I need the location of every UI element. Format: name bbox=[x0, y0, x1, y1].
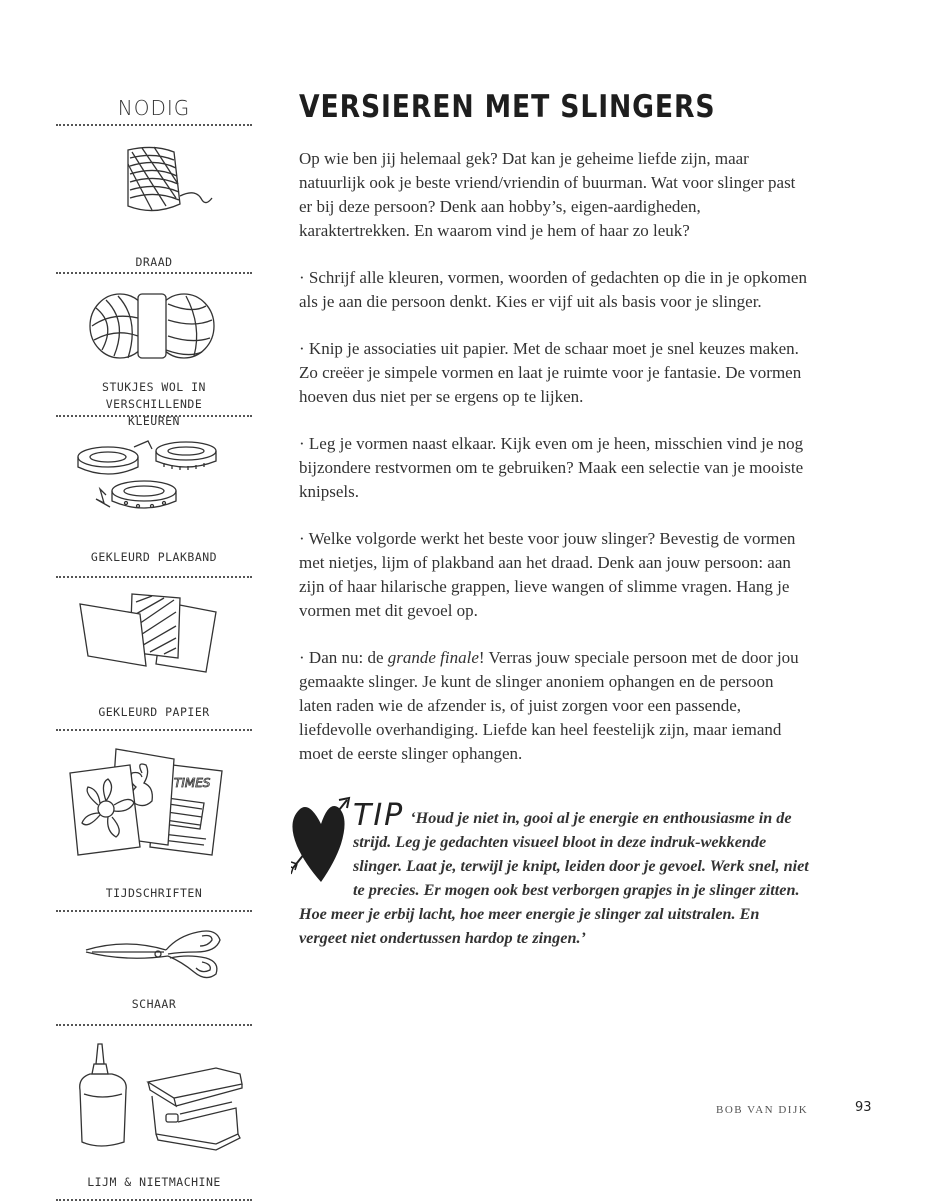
material-label: STUKJES WOL IN VERSCHILLENDE KLEUREN bbox=[102, 380, 206, 428]
divider bbox=[56, 272, 252, 274]
footer-author: BOB VAN DIJK bbox=[716, 1104, 809, 1116]
material-label: GEKLEURD PLAKBAND bbox=[90, 550, 218, 564]
material-item bbox=[56, 435, 252, 576]
divider bbox=[56, 729, 252, 731]
glue-stapler-icon bbox=[56, 1038, 252, 1152]
svg-text:TIMES: TIMES bbox=[174, 776, 211, 790]
material-item bbox=[56, 743, 252, 910]
tip-text: ‘Houd je niet in, gooi al je energie en enthousiasme in de strijd. Leg je gedachten visueel bloot in deze indruk-wekkende slinger. Laat je, terwijl je knipt, leiden door je gevoel. Werk snel, niet te precies. Er mogen ook best verborgen grapjes in je slinger zitten. Hoe meer je erbij lacht, hoe meer energie je slinger zal uitstralen. En vergeet niet ondertussen hardop te zingen.’ bbox=[299, 809, 809, 947]
heart-arrow-icon bbox=[291, 796, 351, 892]
materials-sidebar bbox=[56, 95, 252, 1201]
tip-label: TIP bbox=[353, 798, 405, 833]
thread-spool-icon bbox=[56, 144, 252, 236]
material-label: GEKLEURD PAPIER bbox=[98, 705, 210, 719]
materials-heading: NODIG bbox=[117, 96, 191, 120]
article bbox=[299, 88, 809, 950]
material-item bbox=[56, 284, 252, 428]
material-label: DRAAD bbox=[135, 255, 173, 269]
magazines-icon bbox=[56, 743, 252, 865]
paper-sheets-icon bbox=[56, 590, 252, 674]
tip-paragraph bbox=[299, 798, 809, 950]
tip-box bbox=[299, 798, 809, 950]
final-text-after: ! Verras jouw speciale persoon met de door jou gemaakte slinger. Je kunt de slinger anoniem ophangen en de persoon laten raden wie de afzender is, of juist zorgen voor een passende, liefdevolle overhandiging. Liefde kan heel feestelijk zijn, maar iemand moet de eerste slinger ophangen. bbox=[299, 648, 799, 763]
scissors-icon bbox=[56, 922, 252, 986]
divider bbox=[56, 910, 252, 912]
article-title: VERSIEREN MET SLINGERS bbox=[299, 89, 716, 125]
material-label: LIJM & NIETMACHINE bbox=[87, 1175, 221, 1189]
article-paragraph: · Welke volgorde werkt het beste voor jouw slinger? Bevestig de vormen met nietjes, lijm of plakband aan het draad. Denk aan jouw persoon: aan zijn of haar hilarische grappen, lieve wangen of slimme vragen. Hang je vormen met dit gevoel op. bbox=[299, 529, 796, 620]
final-text-before: · Dan nu: de bbox=[299, 648, 388, 667]
divider bbox=[56, 124, 252, 126]
page-number: 93 bbox=[855, 1100, 872, 1115]
material-item bbox=[56, 1038, 252, 1199]
article-paragraph: · Leg je vormen naast elkaar. Kijk even om je heen, misschien vind je nog bijzondere restvormen om te gebruiken? Maak een selectie van je mooiste knipsels. bbox=[299, 434, 804, 501]
material-label: SCHAAR bbox=[131, 997, 177, 1011]
material-item bbox=[56, 144, 252, 272]
yarn-ball-icon bbox=[56, 284, 252, 368]
material-label: TIJDSCHRIFTEN bbox=[105, 886, 203, 900]
article-paragraph-final bbox=[299, 646, 809, 766]
divider bbox=[56, 1024, 252, 1026]
material-item bbox=[56, 922, 252, 1024]
material-item bbox=[56, 590, 252, 729]
article-paragraph: · Knip je associaties uit papier. Met de schaar moet je snel keuzes maken. Zo creëer je simpele vormen en laat je ruimte voor je fantasie. De vormen hoeven dus niet per se ergens op te lijken. bbox=[299, 339, 802, 406]
article-paragraph: · Schrijf alle kleuren, vormen, woorden of gedachten op die in je opkomen als je aan die persoon denkt. Kies er vijf uit als basis voor je slinger. bbox=[299, 268, 807, 311]
final-text-emphasis: grande finale bbox=[387, 648, 479, 667]
tape-rolls-icon bbox=[56, 435, 252, 515]
article-paragraph: Op wie ben jij helemaal gek? Dat kan je geheime liefde zijn, maar natuurlijk ook je beste vriend/vriendin of buurman. Wat voor slinger past er bij deze persoon? Denk aan hobby’s, eigen-aardigheden, karaktertrekken. En waarom vind je hem of haar zo leuk? bbox=[299, 149, 796, 240]
divider bbox=[56, 576, 252, 578]
